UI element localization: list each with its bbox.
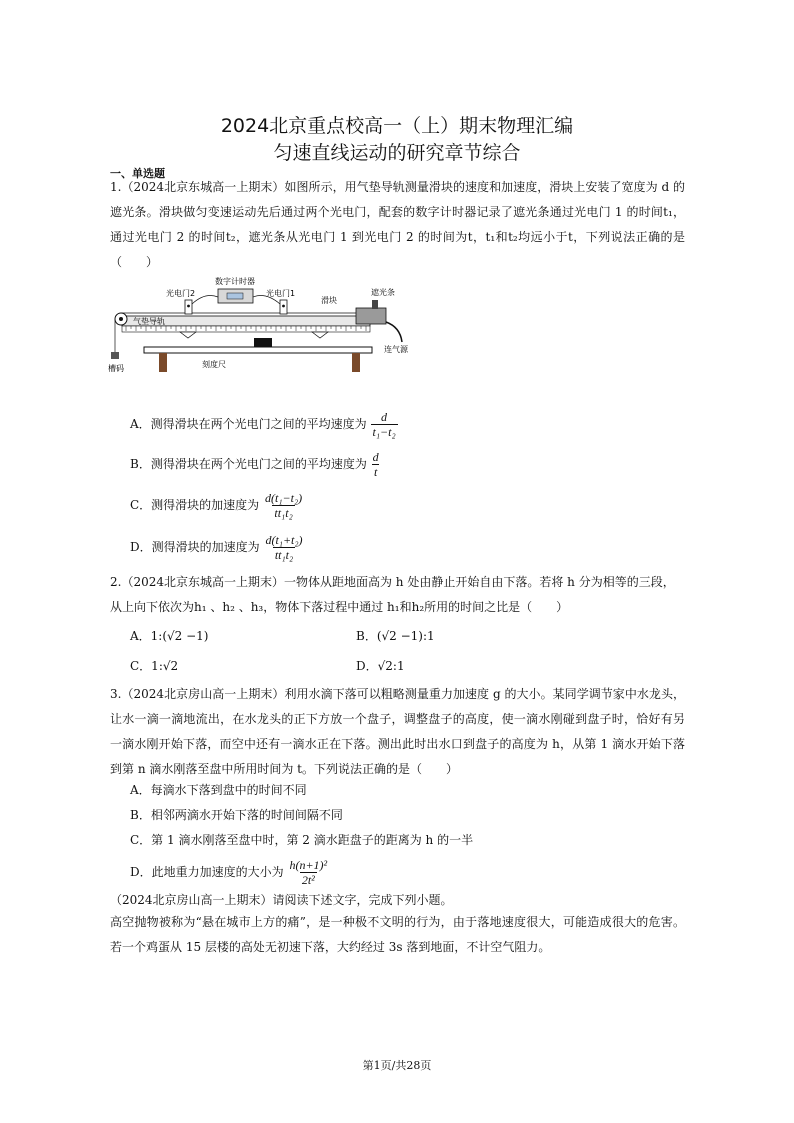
- label-air: 连气源: [384, 345, 408, 354]
- section-heading: 一、单选题: [110, 167, 165, 180]
- document-title: 2024北京重点校高一（上）期末物理汇编: [220, 115, 574, 137]
- q1-option-b: [130, 450, 381, 479]
- q2-option-b: B．(√2 −1):1: [356, 629, 435, 643]
- reading-intro: （2024北京房山高一上期末）请阅读下述文字，完成下列小题。: [110, 893, 453, 907]
- label-shade: 遮光条: [371, 288, 395, 297]
- q3-option-b: B．相邻两滴水开始下落的时间间隔不同: [130, 808, 343, 822]
- air-track-figure: [108, 272, 423, 372]
- q1-option-b-formula: $\frac{d}{t}$: [372, 450, 379, 479]
- q1-option-c: [130, 491, 304, 520]
- label-track: 气垫导轨: [133, 317, 165, 326]
- question-3-stem: 3.（2024北京房山高一上期末）利用水滴下落可以粗略测量重力加速度 g 的大小。某同学调节家中水龙头，让水一滴一滴地流出，在水龙头的正下方放一个盘子，调整盘子的高度，使一滴水刚碰到盘子时，恰好有另一滴水刚开始下落，而空中还有一滴水正在下落。测出此时出水口到盘子的高度为 h，从第 1 滴水开始下落到第 n 滴水刚落至盘中所用时间为 t。下列说法正确的是（ ）: [110, 687, 685, 776]
- q3-option-c: C．第 1 滴水刚落至盘中时，第 2 滴水距盘子的距离为 h 的一半: [130, 833, 474, 847]
- q1-option-d: [130, 533, 305, 562]
- q1-option-c-formula: $\frac{\text{d(t₁−t₂)}}{\text{tt₁t₂}}$: [265, 491, 303, 520]
- q1-option-d-text: D．测得滑块的加速度为: [130, 540, 260, 554]
- label-weight: 槽码: [108, 364, 124, 372]
- q3-option-d-text: D．此地重力加速度的大小为: [130, 865, 284, 879]
- question-2-line-2: 从上向下依次为h₁ 、h₂ 、h₃，物体下落过程中通过 h₁和h₂所用的时间之比是（ ）: [110, 600, 569, 614]
- document-subtitle: 匀速直线运动的研究章节综合: [273, 142, 521, 164]
- q1-option-a-formula: $\frac{d}{\text{t₁−t₂}}$: [372, 410, 396, 439]
- question-1-stem: 1.（2024北京东城高一上期末）如图所示，用气垫导轨测量滑块的速度和加速度，滑块上安装了宽度为 d 的遮光条。滑块做匀变速运动先后通过两个光电门，配套的数字计时器记录了遮光条通过光电门 1 的时间t₁，通过光电门 2 的时间t₂，遮光条从光电门 1 到光电门 2 的时间为t，t₁和t₂均远小于t，下列说法正确的是（ ）: [110, 180, 685, 269]
- q3-option-a: A．每滴水下落到盘中的时间不同: [130, 783, 307, 797]
- question-2-line-1: 2.（2024北京东城高一上期末）一物体从距地面高为 h 处由静止开始自由下落。若将 h 分为相等的三段，: [110, 575, 675, 589]
- q3-option-d-formula: $\frac{\text{h(n+1)²}}{\text{2t²}}$: [289, 858, 328, 887]
- label-gate2: 光电门2: [166, 289, 196, 298]
- q1-option-b-text: B．测得滑块在两个光电门之间的平均速度为: [130, 457, 367, 471]
- label-timer: 数字计时器: [215, 277, 255, 286]
- q1-option-a: [130, 410, 398, 439]
- q1-option-a-text: A．测得滑块在两个光电门之间的平均速度为: [130, 417, 367, 431]
- label-slider: 滑块: [321, 296, 337, 305]
- page-footer: 第1页/共28页: [362, 1059, 432, 1072]
- q3-option-d: [130, 858, 329, 887]
- q1-option-d-formula: $\frac{\text{d(t₁+t₂)}}{\text{tt₁t₂}}$: [265, 533, 303, 562]
- label-ruler: 刻度尺: [202, 360, 226, 369]
- q1-option-c-text: C．测得滑块的加速度为: [130, 498, 260, 512]
- q2-option-c: C．1:√2: [130, 659, 179, 673]
- label-gate1: 光电门1: [266, 289, 296, 298]
- q2-option-a: A．1:(√2 −1): [130, 629, 209, 643]
- q2-option-d: D．√2:1: [356, 659, 405, 673]
- reading-passage: 高空抛物被称为“悬在城市上方的痛”，是一种极不文明的行为，由于落地速度很大，可能造成很大的危害。若一个鸡蛋从 15 层楼的高处无初速下落，大约经过 3s 落到地面，不计空气阻力。: [110, 915, 685, 954]
